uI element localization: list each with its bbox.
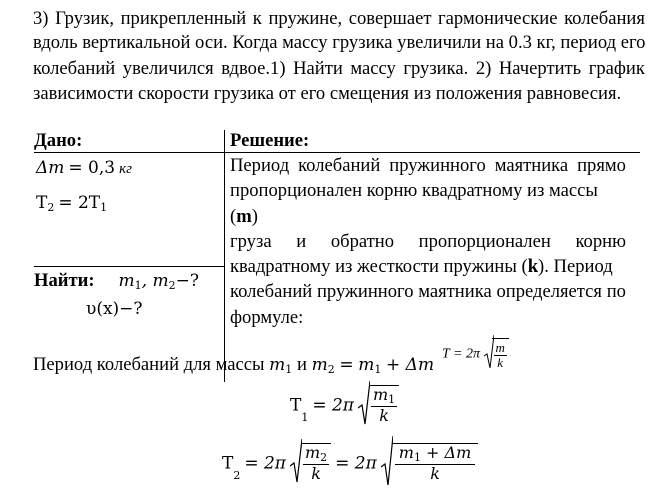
word: маятника: [494, 155, 569, 176]
word: колебания: [564, 8, 645, 29]
t2-fraction: [303, 444, 329, 483]
t2-subscript: 2: [233, 469, 241, 483]
find-masses: [34, 267, 224, 295]
solution-header: Решение:: [230, 130, 310, 151]
intro-m2-subscript: 2: [327, 363, 335, 376]
word: 3): [33, 8, 49, 29]
t2-num2-plus: + Δm: [420, 442, 472, 462]
text: ). Период: [538, 256, 613, 278]
word: Грузик,: [55, 8, 114, 29]
word: Период: [230, 155, 290, 176]
find-header: Найти:: [34, 269, 95, 291]
mass-symbol: m: [236, 205, 252, 227]
word: увеличился: [122, 58, 214, 79]
word: прикрепленный: [120, 8, 247, 29]
solution-header-cell: [225, 130, 641, 153]
solution-line-3: [230, 229, 626, 254]
t1-fraction: [371, 386, 397, 425]
intro-rhs-m: m: [358, 355, 375, 375]
word: гармонические: [438, 8, 558, 29]
word: корню: [575, 230, 626, 252]
t2-numerator-2: [395, 444, 475, 465]
velocity-symbol: υ(x)−?: [86, 298, 143, 319]
t2-num2-m: m: [398, 442, 414, 462]
given-header-cell: [34, 130, 225, 153]
t1-num-subscript: 1: [388, 392, 396, 406]
word: вдвое.1): [221, 58, 286, 79]
word: маятника: [418, 281, 492, 303]
t1-denominator: k: [379, 405, 389, 425]
t2-formula: [222, 435, 478, 491]
word: график: [588, 58, 645, 79]
given-solution-table: [34, 130, 640, 382]
formula-denominator: k: [497, 355, 504, 371]
problem-line-1: [33, 6, 645, 31]
t2-num-subscript: 2: [320, 450, 328, 464]
m1-symbol: m: [118, 270, 135, 291]
word: прямо: [577, 155, 626, 176]
t2-subscript: 2: [47, 201, 55, 214]
text: квадратному из жесткости пружины (: [230, 256, 528, 278]
intro-plus-dm: + Δm: [386, 355, 435, 375]
t1-numerator: [371, 386, 397, 407]
solution-line-2: [230, 178, 626, 229]
intro-m1: m: [269, 355, 286, 375]
solution-cell: [225, 153, 641, 383]
formula-lhs: T = 2π: [442, 346, 480, 362]
m2-subscript: 2: [168, 278, 176, 292]
t2-numerator: [303, 444, 329, 465]
given-header: Дано:: [34, 130, 83, 151]
dm-symbol: Δm: [36, 158, 65, 178]
word: пружинного: [316, 281, 414, 303]
problem-line-3: [33, 56, 645, 81]
t2-symbol: T: [222, 453, 234, 474]
given-t2: [34, 183, 224, 223]
t2-radicand: [301, 443, 331, 483]
t2-symbol: T: [36, 193, 48, 213]
word: 2): [475, 58, 492, 79]
t2-fraction-2: [395, 444, 475, 483]
text: пропорционален корню квадратному из массы (: [230, 180, 598, 227]
t2-num2-subscript: 1: [413, 450, 421, 464]
t1-symbol: T: [290, 395, 302, 416]
word: по: [606, 281, 626, 303]
given-dm: [34, 153, 224, 183]
intro-m2: m: [311, 355, 328, 375]
solution-line-6: [230, 305, 626, 330]
t1-radicand: [369, 385, 399, 425]
word: обратно: [330, 230, 395, 252]
intro-text: Период колебаний для массы: [33, 354, 265, 375]
solution-line-1: [230, 153, 626, 178]
formula-fraction: [494, 341, 507, 371]
problem-line-2: вдоль вертикальной оси. Когда массу грузика увеличили на 0.3 кг, период его: [33, 32, 646, 53]
word: определяется: [496, 281, 602, 303]
word: груза: [230, 230, 272, 252]
t1-equals: = 2π: [312, 395, 354, 416]
text: ): [251, 205, 258, 227]
t2-radicand-2: [392, 443, 478, 483]
word: пропорционален: [418, 230, 551, 252]
word: совершает: [348, 8, 432, 29]
formula-radicand: [492, 337, 509, 371]
solution-line-5: [230, 279, 626, 304]
intro-and: и: [296, 354, 307, 375]
word: колебаний: [33, 58, 116, 79]
dm-value: = 0,3: [68, 158, 116, 178]
word: Найти: [293, 58, 343, 79]
m2-symbol: , m: [141, 270, 169, 291]
t2-equals-2: = 2π: [335, 453, 377, 474]
t1-formula: [290, 380, 399, 430]
problem-line-4: зависимости скорости грузика от его смещения из положения равновесия.: [33, 83, 622, 104]
word: к: [252, 8, 262, 29]
derivation-intro: [33, 352, 434, 382]
find-question: −?: [175, 270, 199, 291]
word: Начертить: [498, 58, 582, 79]
t2-value: = 2T: [58, 193, 101, 213]
m1-subscript: 1: [134, 278, 142, 292]
t2-equals: = 2π: [244, 453, 286, 474]
dm-unit: кг: [119, 161, 132, 177]
given-values-cell: [34, 153, 225, 267]
t2-value-subscript: 1: [100, 201, 108, 214]
word: колебаний: [298, 155, 381, 176]
solution-text: [230, 153, 626, 382]
intro-equals: =: [339, 355, 354, 375]
t2-num-m: m: [304, 442, 321, 462]
intro-rhs-subscript: 1: [374, 363, 382, 376]
find-velocity: [34, 295, 224, 323]
word: пружине,: [268, 8, 343, 29]
word: грузика.: [403, 58, 469, 79]
intro-m1-subscript: 1: [285, 363, 293, 376]
t2-denominator: k: [311, 463, 321, 483]
t2-denominator-2: k: [430, 463, 440, 483]
word: колебаний: [230, 281, 313, 303]
t1-subscript: 1: [301, 411, 309, 425]
t1-num-m: m: [372, 384, 389, 404]
solution-line-4: [230, 254, 626, 279]
stiffness-symbol: k: [527, 256, 539, 278]
text: формуле:: [230, 306, 304, 328]
word: массу: [350, 58, 396, 79]
formula-numerator: m: [495, 339, 505, 355]
word: и: [296, 230, 307, 252]
formula: [442, 334, 509, 375]
word: пружинного: [389, 155, 486, 176]
